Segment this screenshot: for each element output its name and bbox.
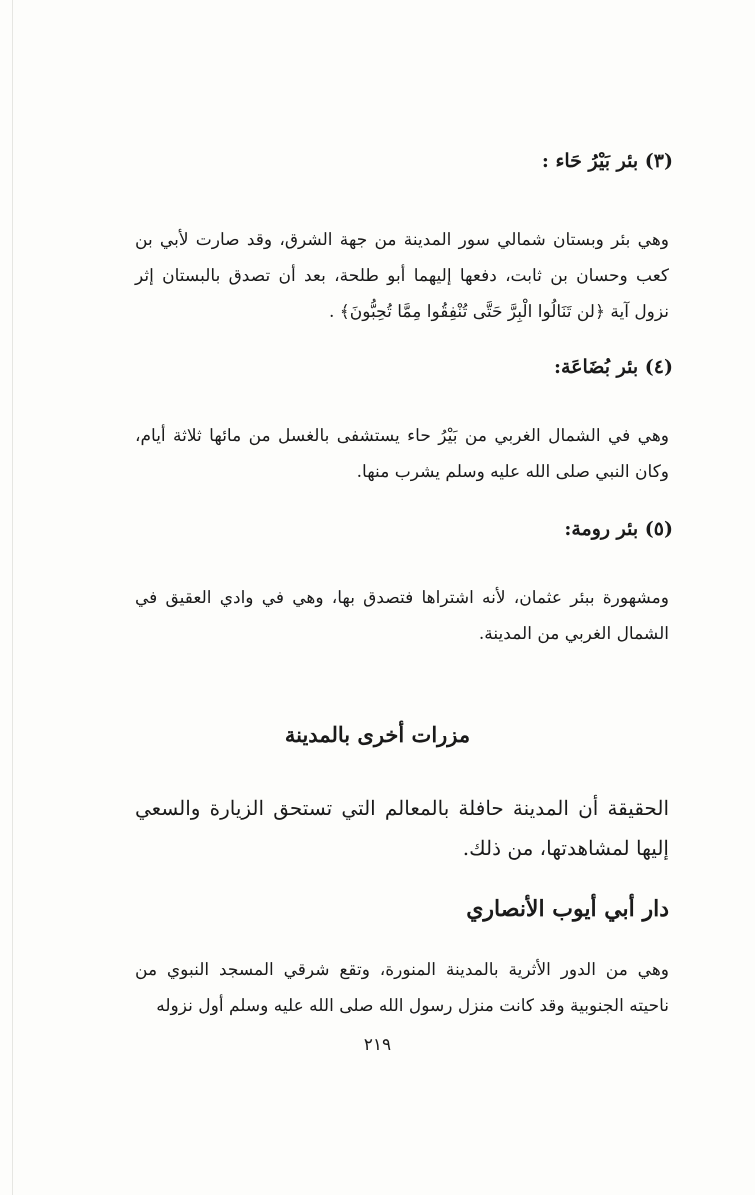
paragraph-bir-budaah: وهي في الشمال الغربي من بَيْرُ حاء يستشفى بالغسل من مائها ثلاثة أيام، وكان النبي صلى الله عليه وسلم يشرب منها.: [135, 426, 669, 482]
subsection-title: دار أبي أيوب الأنصاري: [466, 896, 669, 922]
page-number: ٢١٩: [363, 1035, 392, 1055]
heading-bir-budaah: (٤) بئر بُضَاعَة:: [553, 356, 673, 378]
heading-bir-hah: (٣) بئر بَيْرُ حَاء :: [541, 150, 673, 172]
subsection-paragraph: وهي من الدور الأثرية بالمدينة المنورة، وتقع شرقي المسجد النبوي من ناحيته الجنوبية وقد كانت منزل رسول الله صلى الله عليه وسلم أول نزوله: [135, 960, 669, 1016]
page-edge-shadow: [12, 0, 13, 1195]
heading-bir-rumah: (٥) بئر رومة:: [564, 518, 673, 540]
section-intro: الحقيقة أن المدينة حافلة بالمعالم التي تستحق الزيارة والسعي إليها لمشاهدتها، من ذلك.: [135, 796, 669, 860]
paragraph-bir-hah: وهي بئر وبستان شمالي سور المدينة من جهة الشرق، وقد صارت لأبي بن كعب وحسان بن ثابت، دفعها إليهما أبو طلحة، بعد أن تصدق بالبستان إثر نزول آية ﴿لن تَنَالُوا الْبِرَّ حَتَّى تُنْفِقُوا مِمَّا تُحِبُّونَ﴾ .: [135, 230, 669, 322]
paragraph-bir-rumah: ومشهورة ببئر عثمان، لأنه اشتراها فتصدق بها، وهي في وادي العقيق في الشمال الغربي من المدينة.: [135, 588, 669, 644]
section-title: مزرات أخرى بالمدينة: [284, 722, 471, 747]
